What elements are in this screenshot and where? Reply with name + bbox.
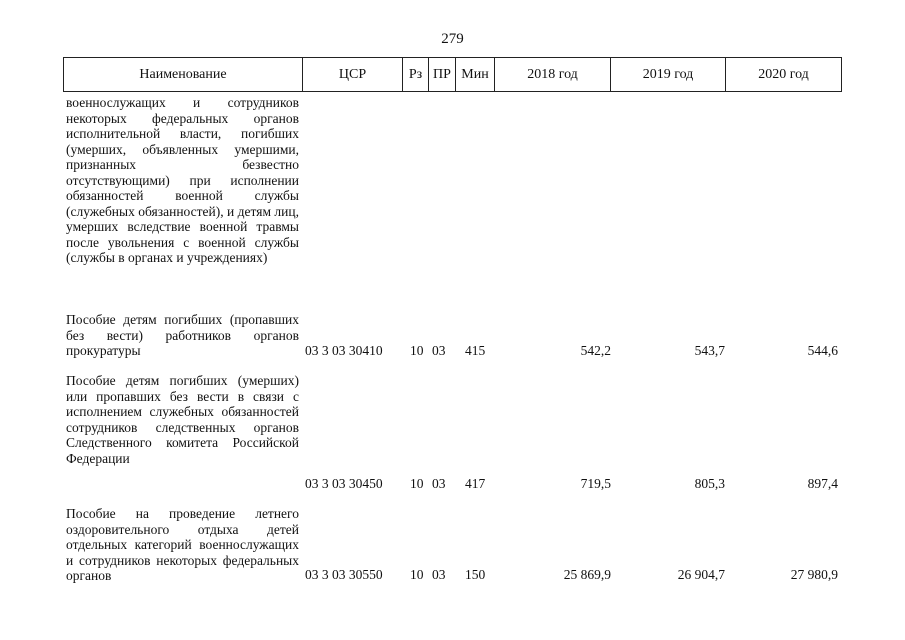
header-name: Наименование [64,58,303,91]
row-3-csr: 03 3 03 30550 [305,567,383,582]
table-header [63,57,842,92]
page-number: 279 [441,31,464,47]
row-3-2020: 27 980,9 [790,567,838,582]
header-2019: 2019 год [611,58,726,91]
header-pr: ПР [429,58,456,91]
row-3-pr: 03 [432,567,446,582]
row-1-2020: 544,6 [807,343,838,358]
row-3-min: 150 [465,567,486,582]
header-2020: 2020 год [758,66,809,82]
header-2018: 2018 год [495,58,611,91]
row-1-pr: 03 [432,343,446,358]
row-1-2019: 543,7 [694,343,725,358]
row-3-rz: 10 [410,567,424,582]
row-1-csr: 03 3 03 30410 [305,343,383,358]
row-2-rz: 10 [410,476,424,491]
header-csr: ЦСР [303,58,403,91]
row-1-rz: 10 [410,343,424,358]
row-1-min: 415 [465,343,486,358]
row-2-name: Пособие детям погибших (умерших) или пропавших без вести в связи с исполнением служебных обязанностей сотрудников следственных органов Следственного комитета Российской Федерации [66,373,299,466]
header-min: Мин [456,58,495,91]
row-2-csr: 03 3 03 30450 [305,476,383,491]
header-rz: Рз [403,58,429,91]
row-2-min: 417 [465,476,486,491]
row-1-2018: 542,2 [580,343,611,358]
row-3-2018: 25 869,9 [563,567,611,582]
row-2-pr: 03 [432,476,446,491]
row-3-2019: 26 904,7 [677,567,725,582]
row-2-2018: 719,5 [580,476,611,491]
row-1-name: Пособие детям погибших (пропавших без вести) работников органов прокуратуры [66,312,299,358]
row-2-2019: 805,3 [694,476,725,491]
row-3-name: Пособие на проведение летнего оздоровительного отдыха детей отдельных категорий военнослужащих и сотрудников некоторых федеральных органов [66,506,299,583]
row-2-2020: 897,4 [807,476,838,491]
row-0-name: военнослужащих и сотрудников некоторых федеральных органов исполнительной власти, погибших (умерших, объявленных умершими, признанных безвестно отсутствующими) при исполнении обязанностей военной службы (служебных обязанностей), и детям лиц, умерших вследствие военной травмы после увольнения с военной службы (службы в органах и учреждениях) [66,95,299,265]
